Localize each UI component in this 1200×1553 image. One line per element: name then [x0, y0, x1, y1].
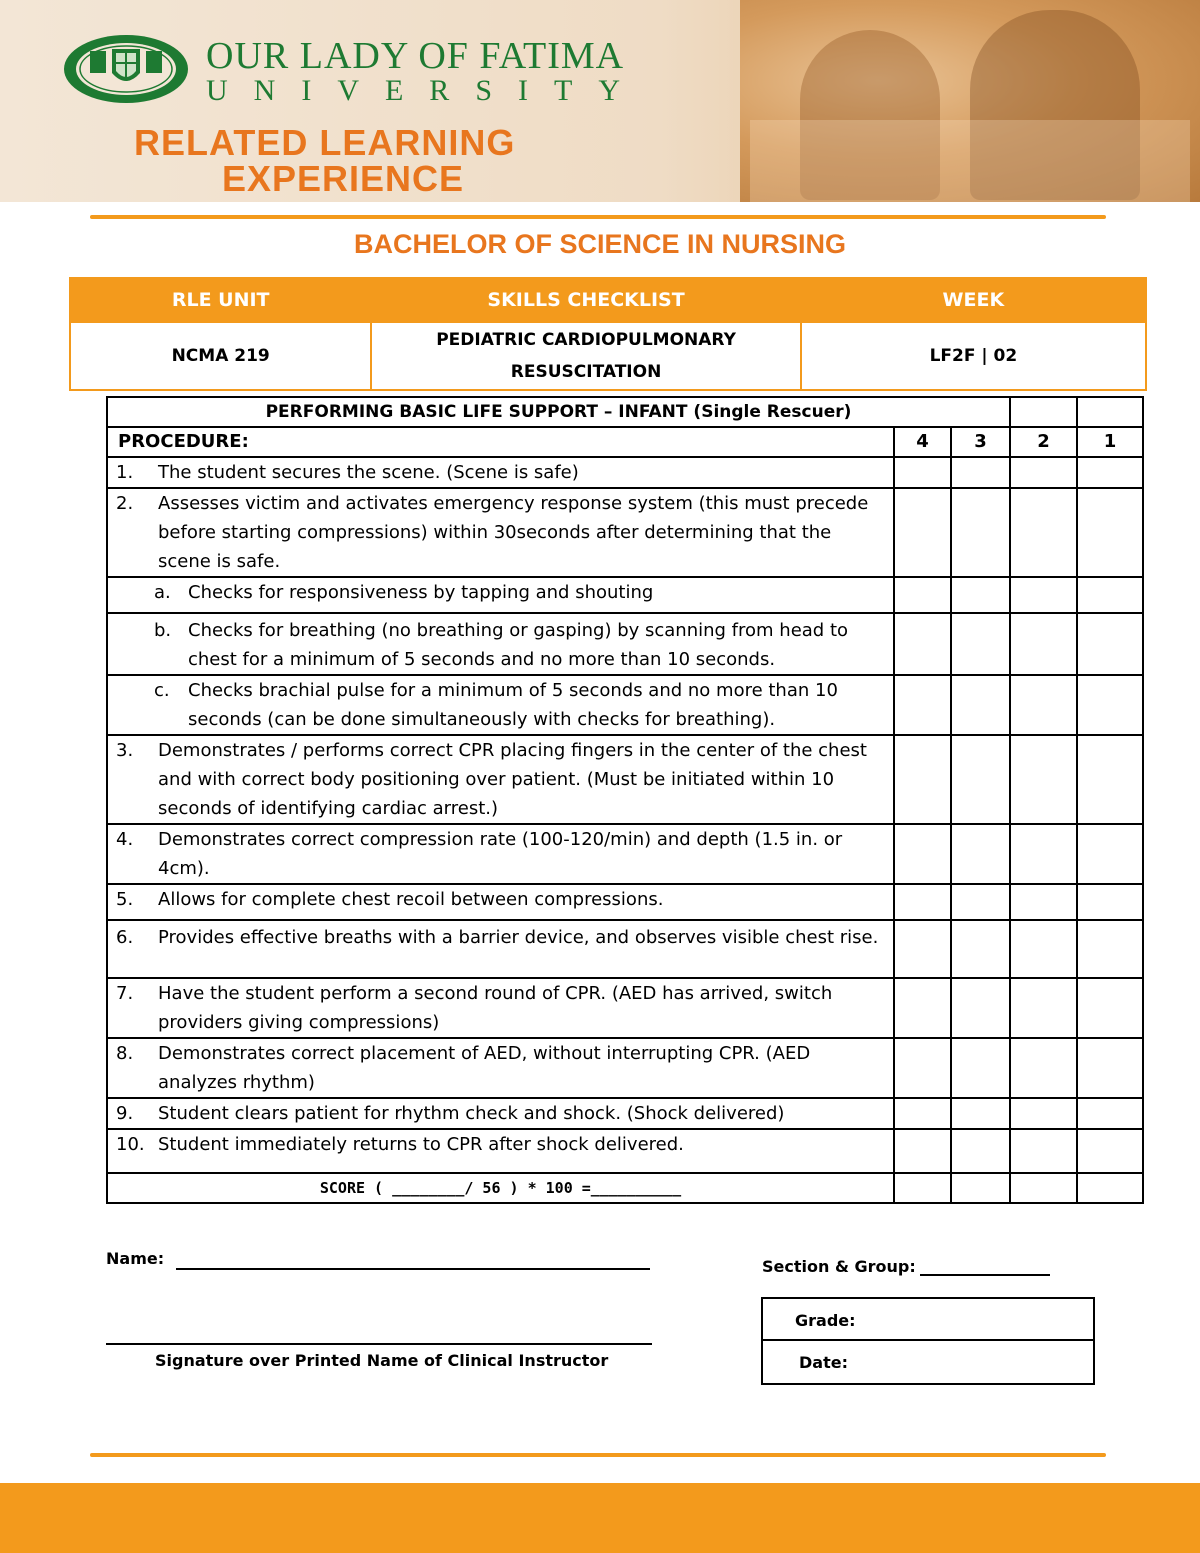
item-number: 3. — [116, 740, 134, 761]
rating-cell[interactable] — [951, 675, 1010, 735]
rating-cell[interactable] — [1077, 735, 1143, 824]
grade-date-box — [761, 1297, 1095, 1385]
skills-checklist-table — [106, 396, 1144, 1204]
rating-cell[interactable] — [894, 1038, 951, 1098]
rating-cell[interactable] — [951, 457, 1010, 488]
rating-cell[interactable] — [951, 1129, 1010, 1173]
rating-cell[interactable] — [951, 1098, 1010, 1129]
item-text: Student immediately returns to CPR after shock delivered. — [158, 1134, 684, 1155]
item-number: b. — [154, 620, 172, 641]
item-text: Allows for complete chest recoil between compressions. — [158, 889, 664, 910]
score-formula[interactable]: SCORE ( ________/ 56 ) * 100 =__________ — [107, 1173, 894, 1203]
rating-cell[interactable] — [1077, 675, 1143, 735]
item-number: 4. — [116, 829, 134, 850]
blank-cell — [1077, 397, 1143, 427]
rating-cell[interactable] — [1010, 613, 1077, 675]
item-number: 5. — [116, 889, 134, 910]
section-group-field[interactable] — [920, 1274, 1050, 1276]
rating-cell[interactable] — [1077, 920, 1143, 978]
rating-cell[interactable] — [951, 488, 1010, 577]
item-text: The student secures the scene. (Scene is safe) — [158, 462, 579, 483]
bottom-divider — [90, 1453, 1106, 1457]
rating-cell[interactable] — [1010, 978, 1077, 1038]
rating-cell[interactable] — [951, 613, 1010, 675]
rating-cell[interactable] — [894, 920, 951, 978]
rle-title-line2: EXPERIENCE — [222, 158, 465, 199]
rating-cell[interactable] — [951, 735, 1010, 824]
program-title: BACHELOR OF SCIENCE IN NURSING — [353, 229, 847, 259]
rating-cell[interactable] — [894, 613, 951, 675]
scale-2: 2 — [1010, 427, 1077, 457]
table-row — [107, 675, 1143, 735]
checklist-title: PERFORMING BASIC LIFE SUPPORT – INFANT (Single Rescuer) — [107, 397, 1010, 427]
table-row — [107, 457, 1143, 488]
header-skills-checklist: SKILLS CHECKLIST — [371, 278, 800, 322]
rating-cell[interactable] — [894, 457, 951, 488]
blank-cell — [1010, 397, 1077, 427]
table-row — [107, 978, 1143, 1038]
item-number: 1. — [116, 462, 134, 483]
rating-cell[interactable] — [1010, 735, 1077, 824]
item-text: Demonstrates / performs correct CPR placing fingers in the center of the chest and with correct body positioning over patient. (Must be initiated within 10 seconds of identifying cardiac arrest.) — [158, 740, 867, 819]
name-field[interactable] — [176, 1268, 650, 1270]
item-number: 9. — [116, 1103, 134, 1124]
rating-cell[interactable] — [1010, 675, 1077, 735]
rating-cell[interactable] — [951, 920, 1010, 978]
item-number: c. — [154, 680, 170, 701]
item-text: Demonstrates correct placement of AED, without interrupting CPR. (AED analyzes rhythm) — [158, 1043, 811, 1093]
rating-cell[interactable] — [894, 824, 951, 884]
rle-title-line1: RELATED LEARNING — [134, 122, 516, 163]
item-text: Demonstrates correct compression rate (100-120/min) and depth (1.5 in. or 4cm). — [158, 829, 843, 879]
rating-cell[interactable] — [1077, 824, 1143, 884]
scale-4: 4 — [894, 427, 951, 457]
rating-cell[interactable] — [1010, 884, 1077, 920]
rating-cell[interactable] — [1010, 824, 1077, 884]
rating-cell[interactable] — [951, 884, 1010, 920]
scale-1: 1 — [1077, 427, 1143, 457]
surgeons-photo — [740, 0, 1200, 202]
table-row — [107, 824, 1143, 884]
name-label: Name: — [106, 1249, 165, 1268]
item-number: 10. — [116, 1134, 145, 1155]
rating-cell[interactable] — [894, 675, 951, 735]
table-row — [107, 488, 1143, 577]
item-text: Have the student perform a second round of CPR. (AED has arrived, switch providers giving compressions) — [158, 983, 833, 1033]
rating-cell[interactable] — [1010, 920, 1077, 978]
item-text: Checks brachial pulse for a minimum of 5 seconds and no more than 10 seconds (can be done simultaneously with checks for breathing). — [188, 680, 838, 730]
rating-cell[interactable] — [1010, 577, 1077, 613]
item-text: Student clears patient for rhythm check and shock. (Shock delivered) — [158, 1103, 785, 1124]
bottom-banner — [0, 1483, 1200, 1553]
rating-cell[interactable] — [1010, 457, 1077, 488]
item-text: Assesses victim and activates emergency response system (this must precede before starting compressions) within 30seconds after determining that the scene is safe. — [158, 493, 869, 572]
table-row — [107, 884, 1143, 920]
rle-unit-value: NCMA 219 — [70, 322, 371, 390]
rating-cell[interactable] — [1077, 613, 1143, 675]
section-group-label: Section & Group: — [762, 1257, 916, 1276]
rating-cell[interactable] — [951, 1038, 1010, 1098]
item-text: Provides effective breaths with a barrier device, and observes visible chest rise. — [158, 927, 879, 948]
rle-info-table — [69, 277, 1147, 391]
table-row — [107, 577, 1143, 613]
rating-cell[interactable] — [894, 735, 951, 824]
rating-cell[interactable] — [894, 1173, 951, 1203]
rating-cell[interactable] — [1077, 884, 1143, 920]
university-name-line2: UNIVERSITY — [206, 74, 646, 107]
week-value: LF2F | 02 — [801, 322, 1146, 390]
rating-cell[interactable] — [1077, 1173, 1143, 1203]
rating-cell[interactable] — [951, 978, 1010, 1038]
rating-cell[interactable] — [1077, 577, 1143, 613]
item-text: Checks for breathing (no breathing or gasping) by scanning from head to chest for a minimum of 5 seconds and no more than 10 seconds. — [188, 620, 849, 670]
rating-cell[interactable] — [951, 577, 1010, 613]
rating-cell[interactable] — [1077, 457, 1143, 488]
rating-cell[interactable] — [894, 488, 951, 577]
rating-cell[interactable] — [1077, 488, 1143, 577]
item-text: Checks for responsiveness by tapping and shouting — [188, 582, 654, 603]
rating-cell[interactable] — [1010, 488, 1077, 577]
rating-cell[interactable] — [894, 1129, 951, 1173]
skill-line1: PEDIATRIC CARDIOPULMONARY — [436, 330, 736, 350]
procedure-label: PROCEDURE: — [107, 427, 894, 457]
university-name-line1: OUR LADY OF FATIMA — [206, 35, 625, 77]
university-seal-logo — [62, 33, 190, 105]
rating-cell[interactable] — [894, 1098, 951, 1129]
grade-label: Grade: — [795, 1311, 856, 1330]
date-field[interactable] — [763, 1341, 1093, 1383]
rating-cell[interactable] — [1077, 1098, 1143, 1129]
skill-line2: RESUSCITATION — [510, 362, 662, 382]
signature-label: Signature over Printed Name of Clinical Instructor — [155, 1351, 609, 1370]
date-label: Date: — [799, 1353, 848, 1372]
header-banner — [0, 0, 1200, 202]
rating-cell[interactable] — [1010, 1098, 1077, 1129]
rating-cell[interactable] — [1010, 1173, 1077, 1203]
rating-cell[interactable] — [1077, 978, 1143, 1038]
rating-cell[interactable] — [1077, 1129, 1143, 1173]
skill-value — [371, 322, 800, 390]
rating-cell[interactable] — [894, 577, 951, 613]
rating-cell[interactable] — [1077, 1038, 1143, 1098]
score-row — [107, 1173, 1143, 1203]
rating-cell[interactable] — [1010, 1038, 1077, 1098]
signature-field[interactable] — [106, 1343, 652, 1345]
item-number: 2. — [116, 493, 134, 514]
table-row — [107, 735, 1143, 824]
scale-3: 3 — [951, 427, 1010, 457]
top-divider — [90, 215, 1106, 219]
rating-cell[interactable] — [894, 978, 951, 1038]
header-week: WEEK — [801, 278, 1146, 322]
table-row — [107, 920, 1143, 978]
table-row — [107, 1129, 1143, 1173]
table-row — [107, 613, 1143, 675]
header-rle-unit: RLE UNIT — [70, 278, 371, 322]
table-row — [107, 1038, 1143, 1098]
item-number: 7. — [116, 983, 134, 1004]
rating-cell[interactable] — [894, 884, 951, 920]
grade-field[interactable] — [763, 1299, 1093, 1341]
rating-cell[interactable] — [951, 824, 1010, 884]
item-number: a. — [154, 582, 171, 603]
rating-cell[interactable] — [951, 1173, 1010, 1203]
item-number: 8. — [116, 1043, 134, 1064]
item-number: 6. — [116, 927, 134, 948]
table-row — [107, 1098, 1143, 1129]
rating-cell[interactable] — [1010, 1129, 1077, 1173]
